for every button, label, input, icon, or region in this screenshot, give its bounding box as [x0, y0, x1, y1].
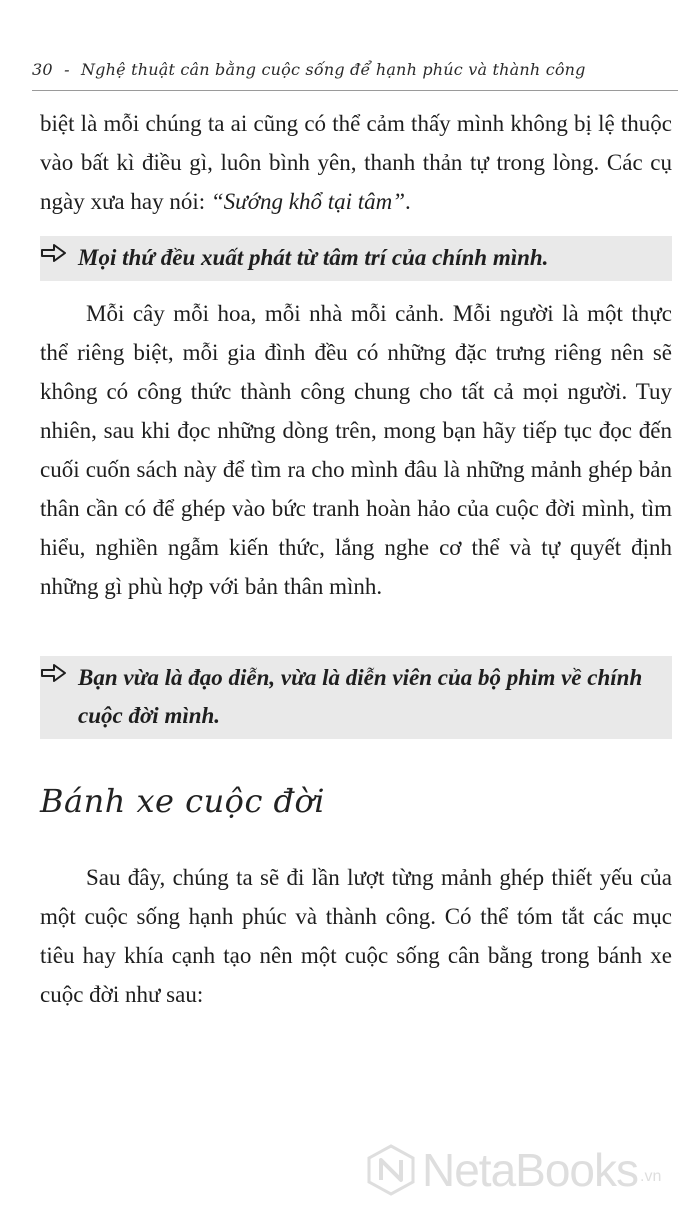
paragraph-1-text: biệt là mỗi chúng ta ai cũng có thể cảm thấy mình không bị lệ thuộc vào bất kì điều gì, luôn bình yên, thanh thản tự trong lòng. Các cụ ngày xưa hay nói:: [40, 111, 672, 214]
paragraph-2-text: Mỗi cây mỗi hoa, mỗi nhà mỗi cảnh. Mỗi người là một thực thể riêng biệt, mỗi gia đình đều có những đặc trưng riêng nên sẽ không có công thức thành công chung cho tất cả mọi người. Tuy nhiên, sau khi đọc những dòng trên, mong bạn hãy tiếp tục đọc đến cuối cuốn sách này để tìm ra cho mình đâu là những mảnh ghép bản thân cần có để ghép vào bức tranh hoàn hảo của cuộc đời mình, tìm hiểu, nghiền ngẫm kiến thức, lắng nghe cơ thể và tự quyết định những gì phù hợp với bản thân mình.: [40, 301, 672, 599]
paragraph-1: [40, 104, 672, 221]
section-title: Bánh xe cuộc đời: [40, 782, 326, 820]
callout-1: [40, 236, 672, 281]
callout-2: [40, 656, 672, 739]
paragraph-1-quote: “Sướng khổ tại tâm”: [210, 189, 406, 214]
callout-2-text: Bạn vừa là đạo diễn, vừa là diễn viên của bộ phim về chính cuộc đời mình.: [78, 665, 643, 728]
running-header: [32, 60, 672, 79]
header-separator: -: [64, 60, 70, 79]
netabooks-logo-icon: [366, 1144, 416, 1196]
book-title: Nghệ thuật cân bằng cuộc sống để hạnh phúc và thành công: [80, 60, 586, 79]
page-number: 30: [32, 60, 53, 79]
right-arrow-icon: [40, 662, 68, 684]
watermark: [366, 1140, 686, 1200]
header-rule: [32, 90, 678, 91]
paragraph-3-text: Sau đây, chúng ta sẽ đi lần lượt từng mảnh ghép thiết yếu của một cuộc sống hạnh phúc và thành công. Có thể tóm tắt các mục tiêu hay khía cạnh tạo nên một cuộc sống cân bằng trong bánh xe cuộc đời như sau:: [40, 865, 672, 1007]
watermark-text: NetaBooks: [422, 1144, 639, 1196]
right-arrow-icon: [40, 242, 68, 264]
callout-1-text: Mọi thứ đều xuất phát từ tâm trí của chính mình.: [78, 245, 549, 270]
paragraph-1-end: .: [405, 189, 411, 214]
paragraph-3: [40, 858, 672, 1014]
paragraph-2: [40, 294, 672, 606]
watermark-suffix: .vn: [640, 1168, 662, 1185]
